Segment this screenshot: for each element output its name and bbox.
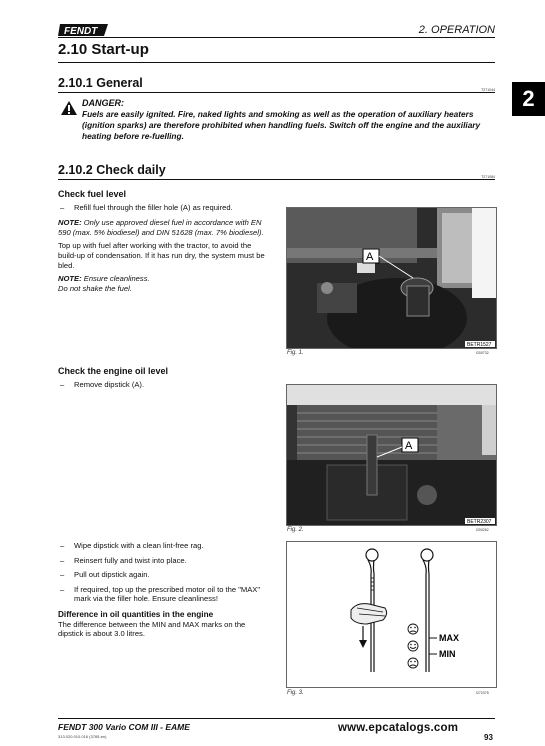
chapter-title: 2. OPERATION	[418, 24, 495, 36]
section-title: 2.10 Start-up	[58, 41, 149, 58]
warning-icon	[60, 100, 78, 116]
check-daily-code: T271084	[481, 175, 495, 179]
section-divider	[58, 62, 495, 63]
oil-step-1: – Remove dipstick (A).	[58, 380, 270, 390]
oil-step-5: – If required, top up the prescribed motor oil to the "MAX" mark via the filler hole. Ensure cleanliness!	[58, 585, 270, 604]
fuel-section	[58, 190, 270, 293]
header-divider	[58, 37, 495, 38]
oil-step-2: – Wipe dipstick with a clean lint-free rag.	[58, 541, 270, 551]
figure-1-code: I200732	[476, 351, 489, 355]
figure-3-dipstick-diagram	[286, 541, 497, 688]
figure-1-caption: Fig. 1.	[287, 350, 304, 356]
logo-text: FENDT	[64, 26, 98, 37]
figure-ref: BETR2307	[467, 519, 492, 525]
watermark: www.epcatalogs.com	[338, 722, 459, 734]
figure-label: A	[405, 440, 413, 452]
max-mark-label: MAX	[439, 633, 459, 643]
page-number: 93	[484, 733, 493, 742]
fendt-logo	[58, 22, 110, 38]
general-divider	[58, 92, 495, 93]
note-label: NOTE:	[58, 274, 82, 284]
oil-diff-text: The difference between the MIN and MAX marks on the dipstick is about 3.0 litres.	[58, 619, 246, 639]
figure-label: A	[366, 251, 374, 263]
figure-2-caption: Fig. 2.	[287, 527, 304, 533]
note-label: NOTE:	[58, 218, 82, 228]
oil-diff-title: Difference in oil quantities in the engine	[58, 609, 214, 619]
figure-ref: BETR1527	[467, 342, 492, 348]
general-code: T271044	[481, 88, 495, 92]
footer-doc-number: 313.020.010.016 (3785-en)	[58, 734, 107, 739]
general-heading: 2.10.1 General	[58, 76, 143, 90]
oil-section-top	[58, 367, 270, 389]
note-text: Do not shake the fuel.	[58, 283, 132, 293]
oil-title: Check the engine oil level	[58, 366, 169, 376]
oil-section-steps	[58, 541, 270, 639]
figure-3-code: I272375	[476, 691, 489, 695]
danger-text: Fuels are easily ignited. Fire, naked lights and smoking as well as the operation of auxiliary heaters (ignition sparks) are therefore prohibited when handling fuels. Switch off the engine and the auxiliary heating before re-fuelling.	[82, 109, 481, 141]
figure-3-caption: Fig. 3.	[287, 690, 304, 696]
note-text: Only use approved diesel fuel in accordance with EN 590 (max. 5% biodiesel) and DIN 51628 (max. 7% biodiesel).	[58, 218, 264, 237]
fuel-title: Check fuel level	[58, 189, 127, 199]
figure-2-dipstick-location	[286, 384, 497, 526]
min-mark-label: MIN	[439, 649, 456, 659]
footer-divider	[58, 718, 495, 719]
figure-2-code: I200262	[476, 528, 489, 532]
danger-label: DANGER:	[82, 98, 124, 108]
check-daily-divider	[58, 179, 495, 180]
footer-title: FENDT 300 Vario COM III - EAME	[58, 722, 190, 732]
fuel-note1	[58, 218, 270, 237]
fuel-step: – Refill fuel through the filler hole (A) as required.	[58, 203, 270, 213]
oil-step-3: – Reinsert fully and twist into place.	[58, 556, 270, 566]
check-daily-heading: 2.10.2 Check daily	[58, 163, 166, 177]
figure-1-fuel-filler	[286, 207, 497, 349]
fuel-note2	[58, 274, 270, 293]
oil-step-4: – Pull out dipstick again.	[58, 570, 270, 580]
note-text: Ensure cleanliness.	[83, 274, 150, 284]
fuel-paragraph: Top up with fuel after working with the tractor, to avoid the build-up of condensation. If it has run dry, the system must be bled.	[58, 241, 265, 270]
chapter-tab: 2	[512, 82, 545, 116]
